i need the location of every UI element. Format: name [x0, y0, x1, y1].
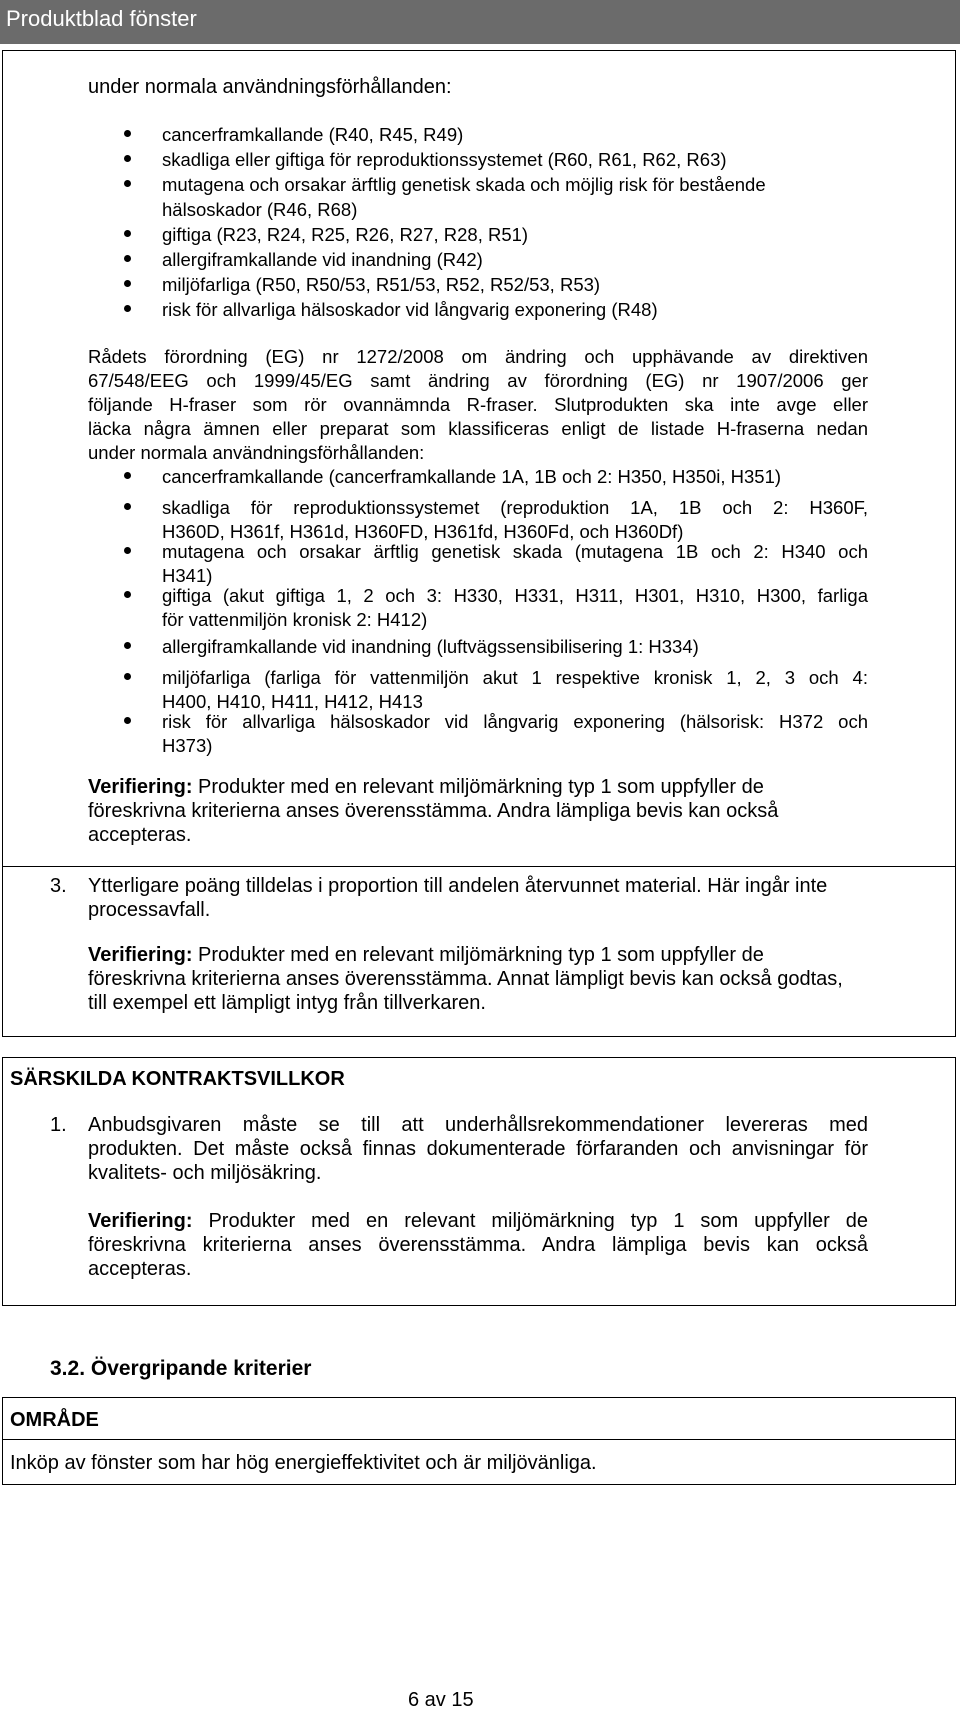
section-heading: 3.2. Övergripande kriterier	[50, 1357, 312, 1380]
verification-line	[88, 943, 764, 967]
bullet-icon	[124, 255, 131, 262]
area-label: OMRÅDE	[10, 1409, 99, 1431]
list-item-continuation: H341)	[162, 565, 213, 586]
list-item: risk för allvarliga hälsoskador vid långvarig exponering (R48)	[162, 299, 658, 320]
verification-line: föreskrivna kriterierna anses överensstämma. Andra lämpliga bevis kan också	[88, 800, 779, 822]
list-item-continuation: H360D, H361f, H361d, H360FD, H361fd, H360Fd, och H360Df)	[162, 521, 684, 542]
bullet-icon	[124, 130, 131, 137]
list-item-continuation: H400, H410, H411, H412, H413	[162, 691, 423, 712]
list-item: allergiframkallande vid inandning (luftvägssensibilisering 1: H334)	[162, 636, 699, 657]
bullet-icon	[124, 717, 131, 724]
item-text: produkten. Det måste också finnas dokumenterade förfaranden och anvisningar för	[88, 1138, 868, 1160]
bullet-icon	[124, 503, 131, 510]
list-item: allergiframkallande vid inandning (R42)	[162, 249, 483, 270]
list-item: giftiga (R23, R24, R25, R26, R27, R28, R51)	[162, 224, 529, 245]
paragraph-line: följande H-fraser som rör ovannämnda R-fraser. Slutprodukten ska inte avge eller	[88, 394, 868, 415]
paragraph-line: läcka några ämnen eller preparat som klassificeras enligt de listade H-fraserna nedan	[88, 418, 868, 439]
intro-text: under normala användningsförhållanden:	[88, 76, 452, 98]
verification-line: accepteras.	[88, 824, 192, 846]
item-number: 1.	[50, 1114, 67, 1136]
list-item-continuation: H373)	[162, 735, 213, 756]
item-text: processavfall.	[88, 899, 211, 921]
list-item: giftiga (akut giftiga 1, 2 och 3: H330, H331, H311, H301, H310, H300, farliga	[162, 585, 868, 606]
verification-label: Verifiering:	[88, 1210, 193, 1232]
verification-line: till exempel ett lämpligt intyg från tillverkaren.	[88, 992, 486, 1014]
bullet-icon	[124, 547, 131, 554]
box-divider	[2, 866, 956, 867]
list-item-continuation: hälsoskador (R46, R68)	[162, 199, 358, 220]
item-text: Anbudsgivaren måste se till att underhållsrekommendationer levereras med	[88, 1114, 868, 1136]
paragraph-line: under normala användningsförhållanden:	[88, 442, 425, 463]
item-number: 3.	[50, 875, 67, 897]
verification-text: Produkter med en relevant miljömärkning typ 1 som uppfyller de	[192, 1210, 868, 1232]
bullet-icon	[124, 180, 131, 187]
paragraph-line: Rådets förordning (EG) nr 1272/2008 om ändring och upphävande av direktiven	[88, 346, 868, 367]
verification-line: föreskrivna kriterierna anses överensstämma. Annat lämpligt bevis kan också godtas,	[88, 968, 843, 990]
verification-line	[88, 1209, 868, 1233]
list-item: risk för allvarliga hälsoskador vid långvarig exponering (hälsorisk: H372 och	[162, 711, 868, 732]
bullet-icon	[124, 230, 131, 237]
verification-text: Produkter med en relevant miljömärkning typ 1 som uppfyller de	[192, 776, 764, 798]
box-divider	[2, 1439, 956, 1440]
section-heading: SÄRSKILDA KONTRAKTSVILLKOR	[10, 1068, 345, 1090]
verification-line: föreskrivna kriterierna anses överensstämma. Andra lämpliga bevis kan också	[88, 1234, 868, 1256]
list-item-continuation: för vattenmiljön kronisk 2: H412)	[162, 609, 428, 630]
bullet-icon	[124, 280, 131, 287]
verification-label: Verifiering:	[88, 776, 193, 798]
bullet-icon	[124, 673, 131, 680]
list-item: skadliga eller giftiga för reproduktionssystemet (R60, R61, R62, R63)	[162, 149, 727, 170]
verification-line: accepteras.	[88, 1258, 192, 1280]
bullet-icon	[124, 472, 131, 479]
list-item: mutagena och orsakar ärftlig genetisk skada (mutagena 1B och 2: H340 och	[162, 541, 868, 562]
bullet-icon	[124, 642, 131, 649]
list-item: cancerframkallande (R40, R45, R49)	[162, 124, 464, 145]
document-title: Produktblad fönster	[6, 6, 197, 31]
list-item: cancerframkallande (cancerframkallande 1A, 1B och 2: H350, H350i, H351)	[162, 466, 782, 487]
item-text: Ytterligare poäng tilldelas i proportion till andelen återvunnet material. Här ingår inte	[88, 875, 828, 897]
paragraph-line: 67/548/EEG och 1999/45/EG samt ändring av förordning (EG) nr 1907/2006 ger	[88, 370, 868, 391]
item-text: kvalitets- och miljösäkring.	[88, 1162, 322, 1184]
list-item: miljöfarliga (farliga för vattenmiljön akut 1 respektive kronisk 1, 2, 3 och 4:	[162, 667, 868, 688]
bullet-icon	[124, 591, 131, 598]
list-item: skadliga för reproduktionssystemet (reproduktion 1A, 1B och 2: H360F,	[162, 497, 868, 518]
area-text: Inköp av fönster som har hög energieffektivitet och är miljövänliga.	[10, 1452, 597, 1474]
bullet-icon	[124, 155, 131, 162]
verification-line	[88, 775, 764, 799]
page-number: 6 av 15	[408, 1689, 474, 1711]
verification-text: Produkter med en relevant miljömärkning typ 1 som uppfyller de	[192, 944, 764, 966]
bullet-icon	[124, 305, 131, 312]
list-item: mutagena och orsakar ärftlig genetisk skada och möjlig risk för bestående	[162, 174, 766, 195]
list-item: miljöfarliga (R50, R50/53, R51/53, R52, R52/53, R53)	[162, 274, 601, 295]
header-band	[0, 0, 960, 44]
verification-label: Verifiering:	[88, 944, 193, 966]
